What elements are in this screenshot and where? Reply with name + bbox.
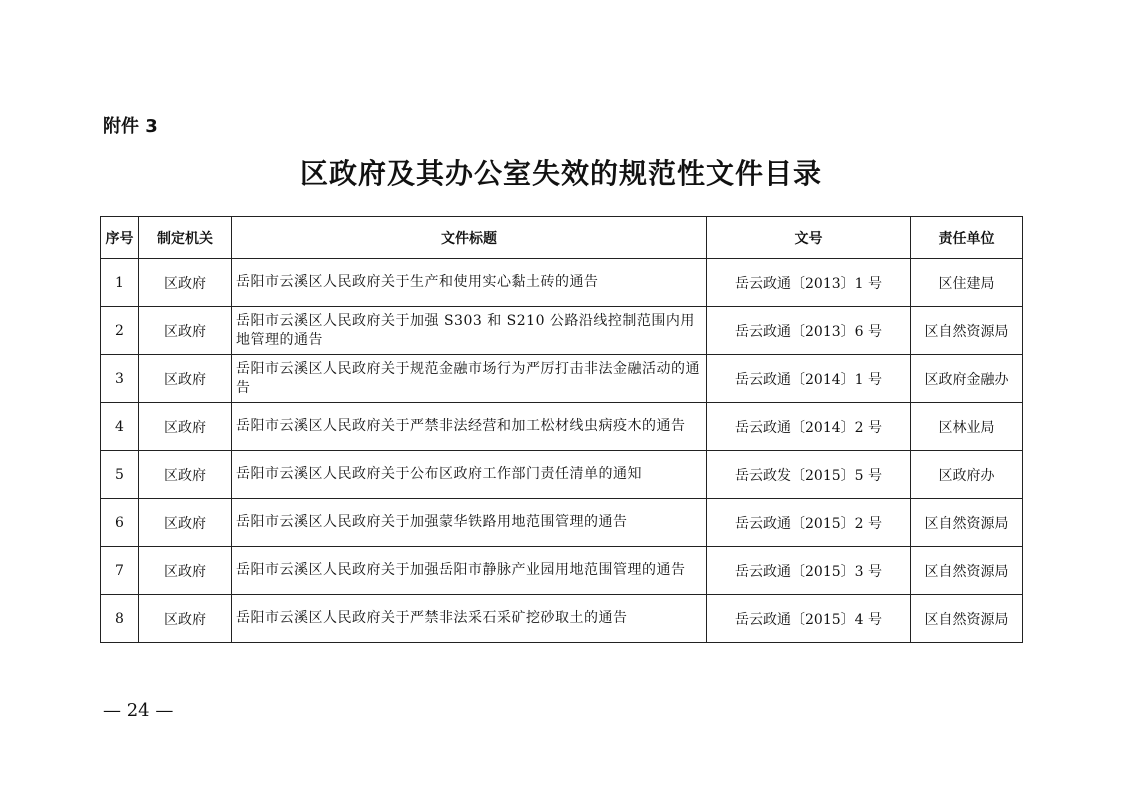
cell-index: 5: [101, 451, 139, 499]
table-row: [101, 355, 1023, 403]
cell-index: 6: [101, 499, 139, 547]
cell-issuer: 区政府: [139, 307, 232, 355]
table-row: [101, 403, 1023, 451]
header-doc-title: 文件标题: [232, 217, 707, 259]
cell-doc-number: 岳云政通〔2015〕2 号: [707, 499, 911, 547]
cell-doc-number: 岳云政通〔2013〕1 号: [707, 259, 911, 307]
cell-issuer: 区政府: [139, 259, 232, 307]
cell-responsible-unit: 区自然资源局: [911, 595, 1023, 643]
table-row: [101, 499, 1023, 547]
cell-responsible-unit: 区林业局: [911, 403, 1023, 451]
table-header-row: [101, 217, 1023, 259]
cell-doc-title: 岳阳市云溪区人民政府关于加强岳阳市静脉产业园用地范围管理的通告: [232, 547, 707, 595]
table-row: [101, 451, 1023, 499]
table-row: [101, 307, 1023, 355]
cell-doc-number: 岳云政通〔2013〕6 号: [707, 307, 911, 355]
cell-doc-number: 岳云政发〔2015〕5 号: [707, 451, 911, 499]
cell-issuer: 区政府: [139, 403, 232, 451]
cell-doc-title: 岳阳市云溪区人民政府关于加强 S303 和 S210 公路沿线控制范围内用地管理的通告: [232, 307, 707, 355]
page-number: — 24 —: [103, 700, 174, 721]
cell-doc-title: 岳阳市云溪区人民政府关于公布区政府工作部门责任清单的通知: [232, 451, 707, 499]
cell-doc-number: 岳云政通〔2015〕4 号: [707, 595, 911, 643]
catalog-table: [100, 216, 1023, 643]
cell-doc-number: 岳云政通〔2015〕3 号: [707, 547, 911, 595]
cell-index: 4: [101, 403, 139, 451]
cell-doc-number: 岳云政通〔2014〕1 号: [707, 355, 911, 403]
cell-doc-title: 岳阳市云溪区人民政府关于严禁非法采石采矿挖砂取土的通告: [232, 595, 707, 643]
cell-responsible-unit: 区住建局: [911, 259, 1023, 307]
cell-responsible-unit: 区自然资源局: [911, 499, 1023, 547]
header-issuer: 制定机关: [139, 217, 232, 259]
header-doc-number: 文号: [707, 217, 911, 259]
cell-index: 1: [101, 259, 139, 307]
cell-index: 7: [101, 547, 139, 595]
header-responsible-unit: 责任单位: [911, 217, 1023, 259]
table-row: [101, 259, 1023, 307]
document-title: 区政府及其办公室失效的规范性文件目录: [299, 157, 822, 190]
cell-doc-title: 岳阳市云溪区人民政府关于生产和使用实心黏土砖的通告: [232, 259, 707, 307]
attachment-label: 附件 3: [103, 116, 158, 137]
cell-index: 2: [101, 307, 139, 355]
table-row: [101, 547, 1023, 595]
table-body: [101, 259, 1023, 643]
cell-doc-title: 岳阳市云溪区人民政府关于加强蒙华铁路用地范围管理的通告: [232, 499, 707, 547]
cell-index: 8: [101, 595, 139, 643]
cell-responsible-unit: 区政府办: [911, 451, 1023, 499]
cell-responsible-unit: 区自然资源局: [911, 307, 1023, 355]
cell-doc-title: 岳阳市云溪区人民政府关于规范金融市场行为严厉打击非法金融活动的通告: [232, 355, 707, 403]
table-row: [101, 595, 1023, 643]
cell-responsible-unit: 区自然资源局: [911, 547, 1023, 595]
cell-issuer: 区政府: [139, 499, 232, 547]
cell-issuer: 区政府: [139, 595, 232, 643]
cell-index: 3: [101, 355, 139, 403]
cell-issuer: 区政府: [139, 355, 232, 403]
header-index: 序号: [101, 217, 139, 259]
cell-issuer: 区政府: [139, 451, 232, 499]
cell-responsible-unit: 区政府金融办: [911, 355, 1023, 403]
cell-doc-number: 岳云政通〔2014〕2 号: [707, 403, 911, 451]
cell-issuer: 区政府: [139, 547, 232, 595]
cell-doc-title: 岳阳市云溪区人民政府关于严禁非法经营和加工松材线虫病疫木的通告: [232, 403, 707, 451]
